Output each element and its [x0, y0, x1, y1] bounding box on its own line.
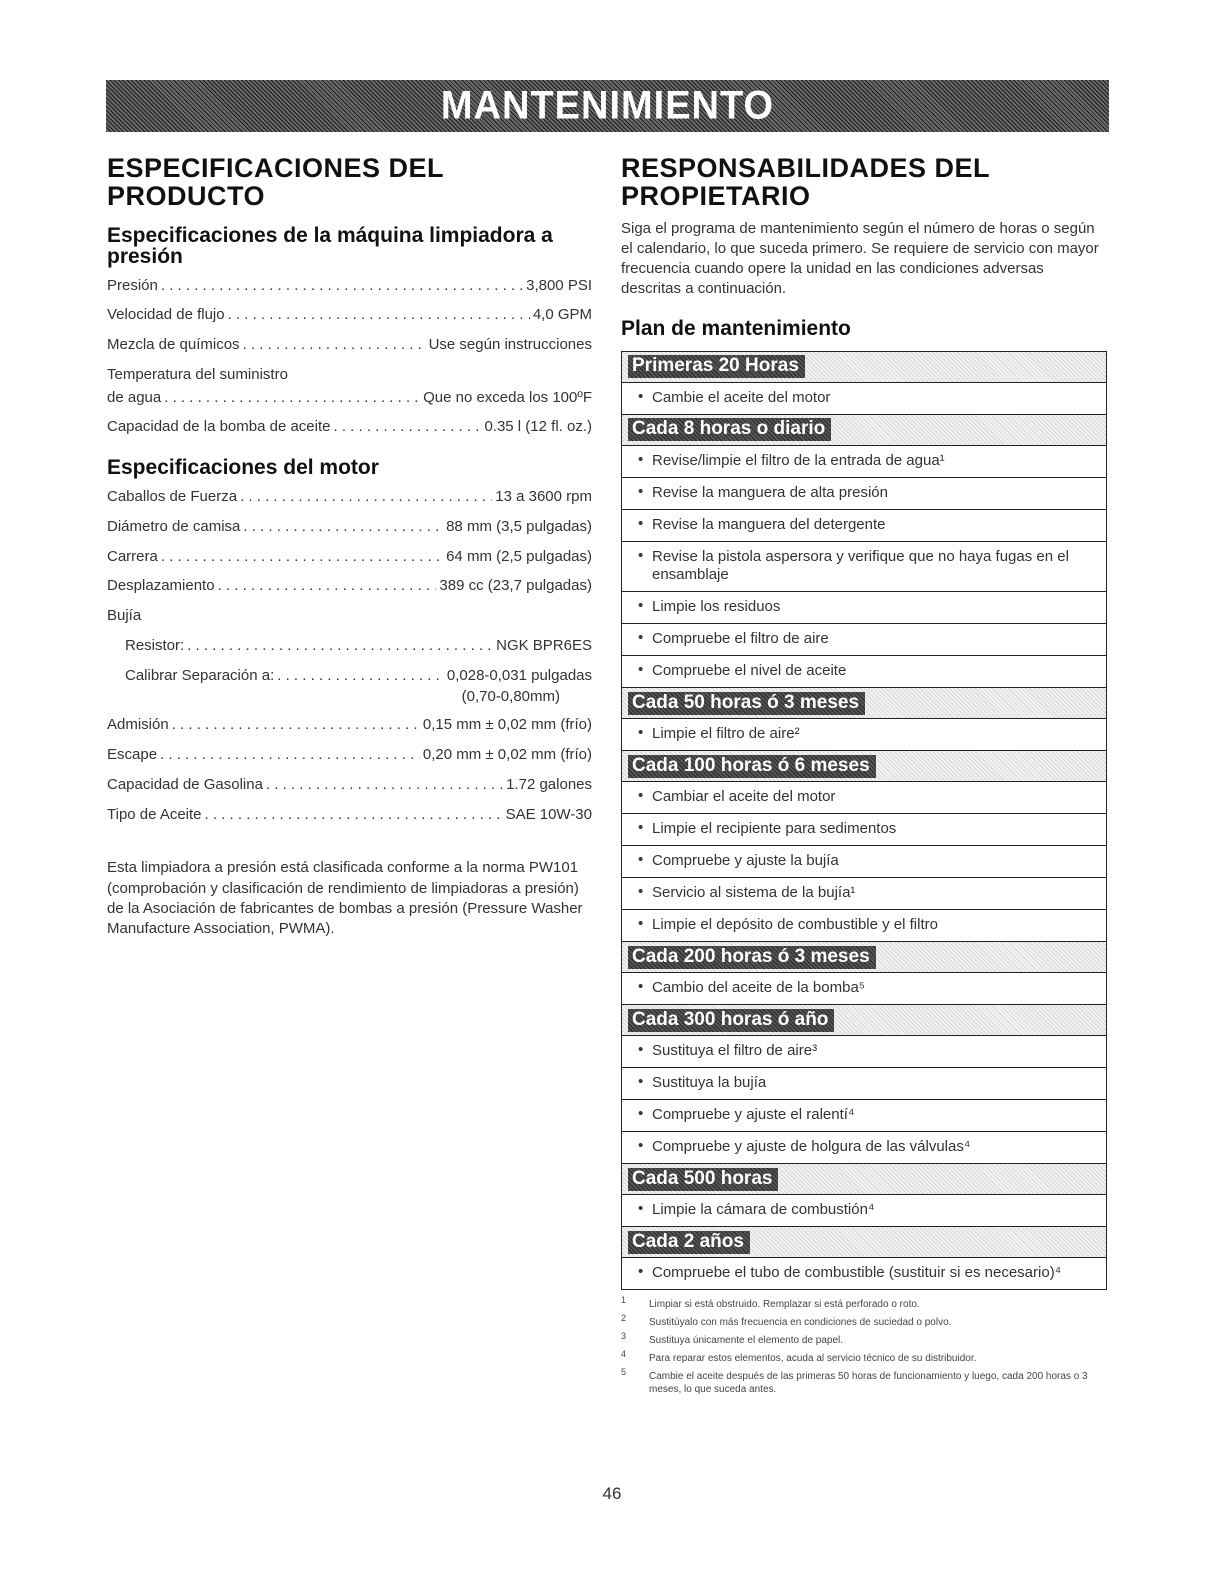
- footnote-text: Limpiar si está obstruido. Remplazar si está perforado o roto.: [649, 1299, 920, 1311]
- spec-row-gap: Calibrar Separación a: . . . 0,028-0,031 pulgadas: [107, 667, 592, 686]
- schedule-task: • Compruebe y ajuste la bujía: [622, 846, 1106, 878]
- interval-label: Cada 2 años: [628, 1231, 750, 1254]
- leader-dots: [243, 518, 443, 537]
- schedule-task: • Limpie la cámara de combustión⁴: [622, 1195, 1106, 1227]
- schedule-task: • Compruebe el nivel de aceite: [622, 656, 1106, 688]
- spec-label: Carrera: [107, 547, 158, 565]
- interval-label: Cada 100 horas ó 6 meses: [628, 755, 876, 778]
- spec-row: [107, 806, 592, 825]
- spec-label: Escape: [107, 746, 158, 764]
- schedule-task: • Compruebe y ajuste de holgura de las válvulas⁴: [622, 1132, 1106, 1164]
- footnote-text: Sustitúyalo con más frecuencia en condiciones de suciedad o polvo.: [649, 1317, 952, 1329]
- spec-value: 0,20 mm ± 0,02 mm (frío): [422, 746, 592, 764]
- water-temp-label: Temperatura del suministro: [107, 365, 288, 383]
- spec-row: [107, 306, 592, 325]
- spec-row: [107, 548, 592, 567]
- maintenance-plan-title: Plan de mantenimiento: [621, 316, 851, 340]
- footnote-text: Sustituya únicamente el elemento de papel.: [649, 1335, 844, 1347]
- schedule-task: • Revise la pistola aspersora y verifique que no haya fugas en el ensamblaje: [622, 542, 1106, 593]
- spec-row-water-temp: de agua . . . Que no exceda los 100ºF: [107, 389, 592, 408]
- schedule-task: • Revise la manguera de alta presión: [622, 478, 1106, 510]
- footnote: [621, 1349, 1107, 1365]
- footnote-number: 5: [621, 1367, 627, 1378]
- schedule-task: • Sustituya el filtro de aire³: [622, 1036, 1106, 1068]
- footnote-number: 2: [621, 1313, 627, 1324]
- spec-label: Presión: [107, 276, 158, 294]
- spec-value: SAE 10W-30: [505, 805, 592, 823]
- schedule-task: • Cambie el aceite del motor: [622, 383, 1106, 415]
- spec-row: [107, 518, 592, 537]
- schedule-interval-header: [622, 1227, 1106, 1258]
- pwma-paragraph: Esta limpiadora a presión está clasificada conforme a la norma PW101 (comprobación y clasificación de rendimiento de limpiadoras a presión) de la Asociación de fabricantes de bombas a presión (Pressure Washer Manufacture Association, PWMA).: [107, 859, 583, 938]
- motor-specs-list: [107, 488, 592, 596]
- leader-dots: [240, 488, 492, 507]
- motor-specs-title: Especificaciones del motor: [107, 456, 379, 480]
- intro-paragraph: Siga el programa de mantenimiento según el número de horas o según el calendario, lo que suceda primero. Se requiere de servicio con mayor frecuencia cuando opere la unidad en las condiciones adversas descritas a continuación.: [621, 219, 1099, 298]
- spec-value: 13 a 3600 rpm: [495, 488, 592, 506]
- spec-row: [107, 577, 592, 596]
- leader-dots: [218, 577, 437, 596]
- footnote-number: 1: [621, 1295, 627, 1306]
- interval-label: Cada 50 horas ó 3 meses: [628, 692, 865, 715]
- leader-dots: [205, 806, 503, 825]
- spec-row: [107, 776, 592, 795]
- banner-title: MANTENIMIENTO: [440, 83, 775, 128]
- footnote-number: 3: [621, 1331, 627, 1342]
- schedule-task: • Limpie el recipiente para sedimentos: [622, 814, 1106, 846]
- spec-label: Velocidad de flujo: [107, 306, 225, 324]
- owner-responsibilities-heading: RESPONSABILIDADES DEL PROPIETARIO: [621, 153, 990, 212]
- schedule-task: • Servicio al sistema de la bujía¹: [622, 878, 1106, 910]
- footnotes: [621, 1295, 1107, 1396]
- spec-label: Capacidad de Gasolina: [107, 775, 263, 793]
- spec-value: 64 mm (2,5 pulgadas): [446, 547, 592, 565]
- leader-dots: [160, 746, 420, 765]
- schedule-interval-header: [622, 415, 1106, 446]
- spec-label: Diámetro de camisa: [107, 517, 241, 535]
- spec-value: 4,0 GPM: [532, 306, 592, 324]
- product-specs-heading: ESPECIFICACIONES DEL PRODUCTO: [107, 153, 444, 212]
- schedule-interval-header: [622, 352, 1106, 383]
- spec-value: 389 cc (23,7 pulgadas): [439, 577, 592, 595]
- gap-metric-value: (0,70-0,80mm): [461, 688, 560, 706]
- spec-row: [107, 277, 592, 296]
- interval-label: Cada 300 horas ó año: [628, 1009, 834, 1032]
- machine-specs-list: [107, 277, 592, 355]
- footnote-text: Cambie el aceite después de las primeras 50 horas de funcionamiento y luego, cada 200 horas o 3 meses, lo que suceda antes.: [649, 1371, 1088, 1396]
- footnote-number: 4: [621, 1349, 627, 1360]
- schedule-interval-header: [622, 688, 1106, 719]
- spec-value: Use según instrucciones: [428, 336, 592, 354]
- schedule-task: • Cambiar el aceite del motor: [622, 782, 1106, 814]
- spec-value: 1.72 galones: [506, 775, 592, 793]
- interval-label: Cada 500 horas: [628, 1168, 778, 1191]
- footnote-text: Para reparar estos elementos, acuda al servicio técnico de su distribuidor.: [649, 1353, 977, 1365]
- footnote: [621, 1367, 1107, 1396]
- spec-label: Tipo de Aceite: [107, 805, 202, 823]
- owner-responsibilities-column: [621, 154, 1107, 1401]
- spec-value: 3,800 PSI: [526, 276, 592, 294]
- leader-dots: [161, 548, 443, 567]
- schedule-interval-header: [622, 942, 1106, 973]
- spec-value: 88 mm (3,5 pulgadas): [446, 517, 592, 535]
- footnote: [621, 1313, 1107, 1329]
- spec-row: [107, 336, 592, 355]
- page-number: 46: [602, 1484, 622, 1503]
- interval-label: Cada 200 horas ó 3 meses: [628, 946, 876, 969]
- motor-specs-list-2: [107, 716, 592, 824]
- spec-label: Mezcla de químicos: [107, 336, 240, 354]
- schedule-interval-header: [622, 1005, 1106, 1036]
- footnote: [621, 1295, 1107, 1311]
- schedule-task: • Compruebe el tubo de combustible (sustituir si es necesario)⁴: [622, 1258, 1106, 1289]
- interval-label: Cada 8 horas o diario: [628, 418, 831, 441]
- schedule-task: • Compruebe el filtro de aire: [622, 624, 1106, 656]
- spec-label: Caballos de Fuerza: [107, 488, 238, 506]
- interval-label: Primeras 20 Horas: [628, 355, 805, 378]
- section-banner: [106, 80, 1109, 132]
- spec-row-resistor: Resistor: . . . NGK BPR6ES: [107, 637, 592, 656]
- spec-row: [107, 488, 592, 507]
- leader-dots: [266, 776, 503, 795]
- machine-specs-title: Especificaciones de la máquina limpiadora a presión: [107, 223, 553, 268]
- product-specs-column: [107, 154, 592, 939]
- spec-row-pump-oil: Capacidad de la bomba de aceite . . . 0.35 l (12 fl. oz.): [107, 418, 592, 437]
- schedule-interval-header: [622, 751, 1106, 782]
- schedule-task: • Limpie el filtro de aire²: [622, 719, 1106, 751]
- leader-dots: [228, 306, 530, 325]
- maintenance-schedule-table: [621, 351, 1107, 1291]
- leader-dots: [172, 716, 420, 735]
- schedule-task: • Sustituya la bujía: [622, 1068, 1106, 1100]
- spec-value: 0,15 mm ± 0,02 mm (frío): [422, 716, 592, 734]
- spec-label: Admisión: [107, 716, 169, 734]
- schedule-task: • Limpie los residuos: [622, 592, 1106, 624]
- spec-row: [107, 746, 592, 765]
- schedule-task: • Compruebe y ajuste el ralentí⁴: [622, 1100, 1106, 1132]
- spark-plug-label: Bujía: [107, 607, 142, 625]
- schedule-interval-header: [622, 1164, 1106, 1195]
- schedule-task: • Cambio del aceite de la bomba⁵: [622, 973, 1106, 1005]
- spec-label: Desplazamiento: [107, 577, 215, 595]
- leader-dots: [161, 277, 523, 296]
- schedule-task: • Revise la manguera del detergente: [622, 510, 1106, 542]
- footnote: [621, 1331, 1107, 1347]
- schedule-task: • Revise/limpie el filtro de la entrada de agua¹: [622, 446, 1106, 478]
- spec-row: [107, 716, 592, 735]
- schedule-task: • Limpie el depósito de combustible y el filtro: [622, 910, 1106, 942]
- leader-dots: [243, 336, 426, 355]
